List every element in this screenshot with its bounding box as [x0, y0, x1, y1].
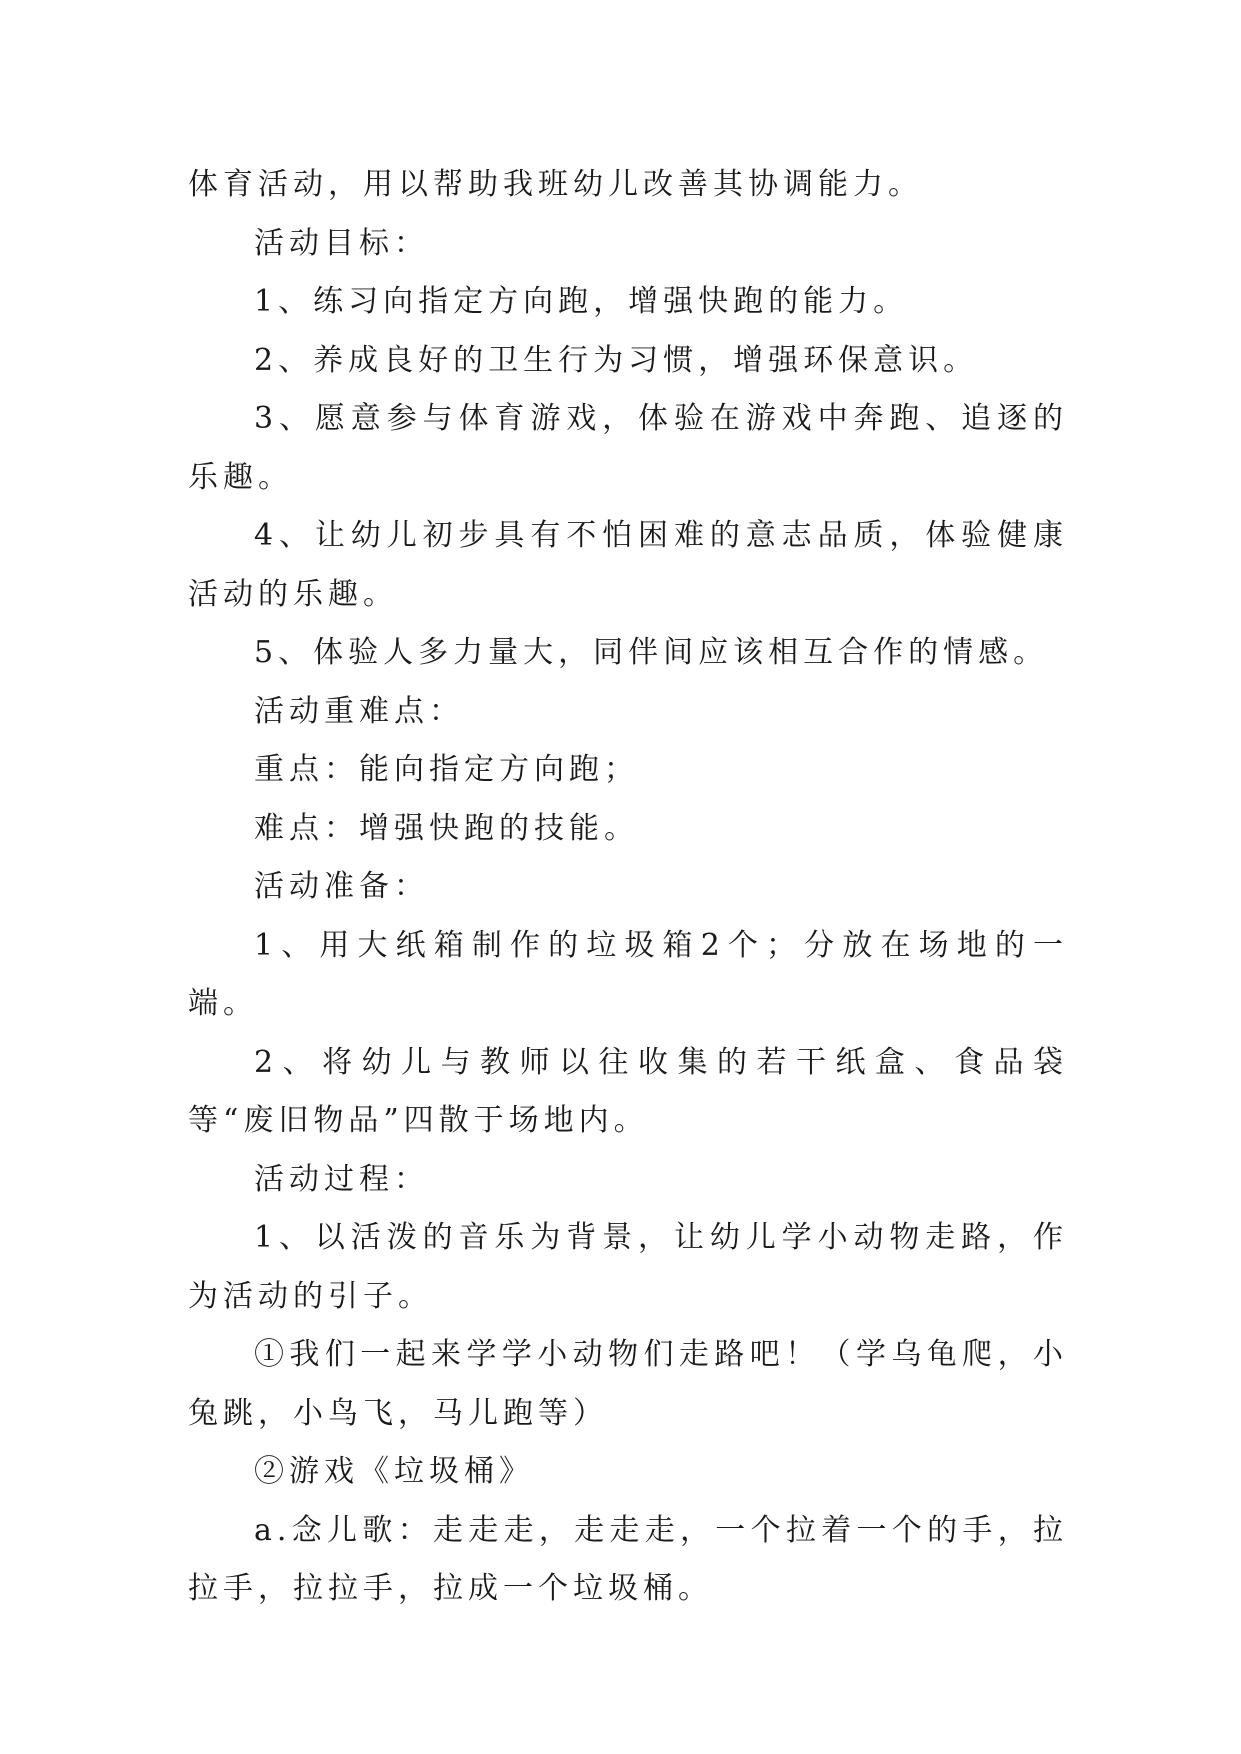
- process-substep-a: a.念儿歌：走走走，走走走，一个拉着一个的手，拉拉手，拉拉手，拉成一个垃圾桶。: [188, 1512, 1068, 1606]
- paragraph-intro-continuation: 体育活动，用以帮助我班幼儿改善其协调能力。: [188, 167, 923, 202]
- heading-process: 活动过程：: [254, 1161, 429, 1197]
- process-step-1: 1、以活泼的音乐为背景，让幼儿学小动物走路，作为活动的引子。: [188, 1220, 1068, 1314]
- document-body: [188, 156, 1068, 1619]
- goal-item-4: 4、让幼儿初步具有不怕困难的意志品质，体验健康活动的乐趣。: [188, 518, 1068, 612]
- difficult-point: 难点：增强快跑的技能。: [254, 810, 639, 846]
- process-substep-1: ①我们一起来学学小动物们走路吧！（学乌龟爬，小兔跳，小鸟飞，马儿跑等）: [188, 1337, 1068, 1431]
- heading-activity-goals: 活动目标：: [254, 225, 429, 261]
- preparation-item-2: 2、将幼儿与教师以往收集的若干纸盒、食品袋等“废旧物品”四散于场地内。: [188, 1044, 1068, 1138]
- process-substep-2: ②游戏《垃圾桶》: [254, 1454, 534, 1489]
- preparation-item-1: 1、用大纸箱制作的垃圾箱2个；分放在场地的一端。: [188, 927, 1068, 1021]
- heading-key-points: 活动重难点：: [254, 693, 464, 729]
- goal-item-5: 5、体验人多力量大，同伴间应该相互合作的情感。: [254, 635, 1049, 670]
- key-point: 重点：能向指定方向跑；: [254, 752, 639, 787]
- goal-item-3: 3、愿意参与体育游戏，体验在游戏中奔跑、追逐的乐趣。: [188, 401, 1068, 495]
- heading-preparation: 活动准备：: [254, 869, 429, 904]
- goal-item-1: 1、练习向指定方向跑，增强快跑的能力。: [254, 284, 909, 319]
- goal-item-2: 2、养成良好的卫生行为习惯，增强环保意识。: [254, 342, 979, 378]
